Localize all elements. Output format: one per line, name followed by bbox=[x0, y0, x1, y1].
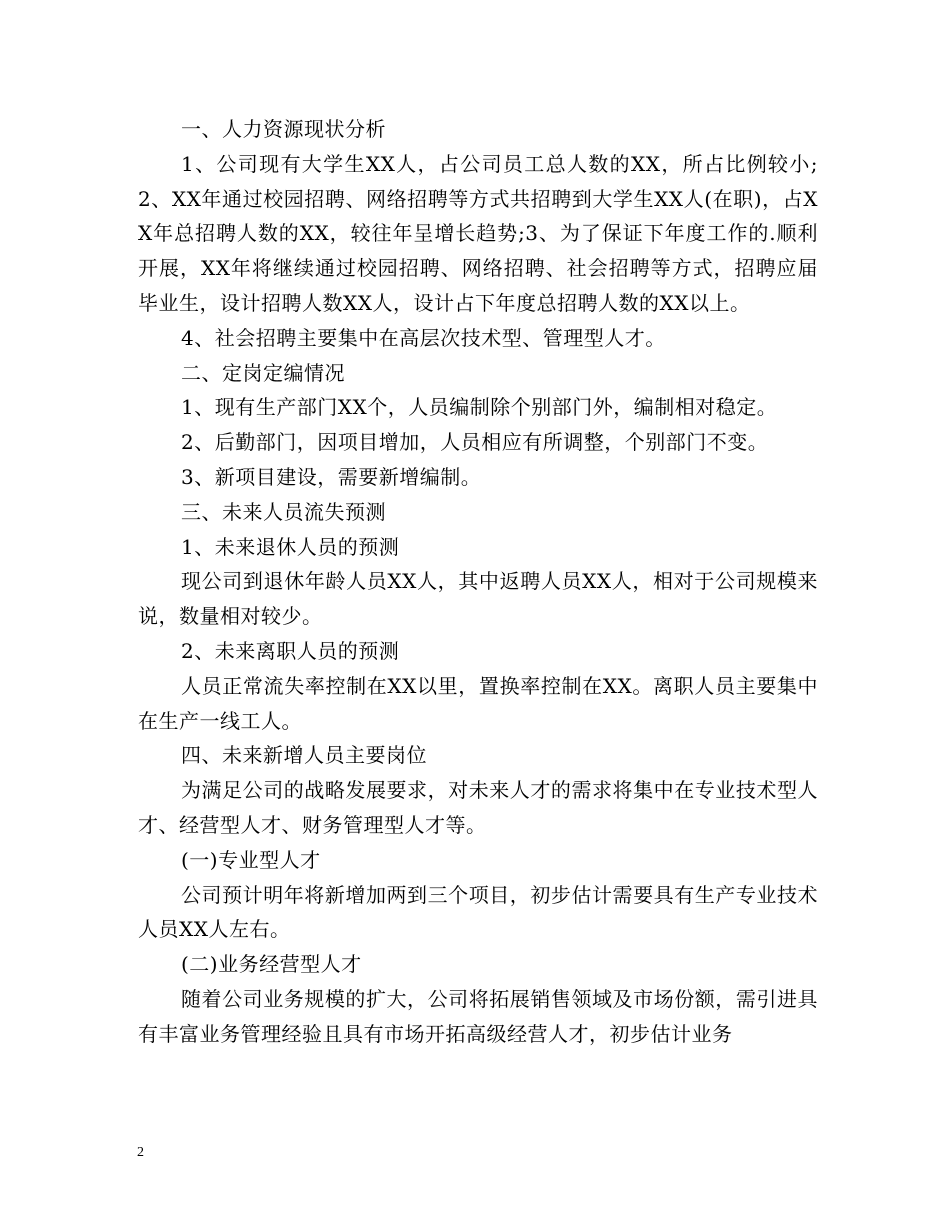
paragraph-professional-talent: 公司预计明年将新增加两到三个项目，初步估计需要具有生产专业技术人员XX人左右。 bbox=[138, 882, 818, 942]
paragraph-resignation: 人员正常流失率控制在XX以里，置换率控制在XX。离职人员主要集中在生产一线工人。 bbox=[138, 673, 818, 733]
paragraph-logistics-departments: 2、后勤部门，因项目增加，人员相应有所调整，个别部门不变。 bbox=[181, 430, 769, 455]
subheading-professional-talent: (一)专业型人才 bbox=[181, 847, 321, 872]
heading-hr-status: 一、人力资源现状分析 bbox=[181, 117, 386, 141]
paragraph-graduates: 1、公司现有大学生XX人，占公司员工总人数的XX，所占比例较小;2、XX年通过校园招聘、网络招聘等方式共招聘到大学生XX人(在职)，占XX年总招聘人数的XX，较往年呈增长趋势;3、为了保证下年度工作的.顺利开展，XX年将继续通过校园招聘、网络招聘、社会招聘等方式，招聘应届毕业生，设计招聘人数XX人，设计占下年度总招聘人数的XX以上。 bbox=[138, 151, 818, 315]
subheading-resignation: 2、未来离职人员的预测 bbox=[181, 638, 400, 663]
document-body bbox=[138, 112, 818, 1052]
subheading-business-talent: (二)业务经营型人才 bbox=[181, 952, 362, 977]
paragraph-business-talent: 随着公司业务规模的扩大，公司将拓展销售领域及市场份额，需引进具有丰富业务管理经验且具有市场开拓高级经营人才，初步估计业务 bbox=[138, 986, 818, 1046]
heading-new-positions: 四、未来新增人员主要岗位 bbox=[181, 743, 427, 768]
paragraph-new-projects: 3、新项目建设，需要新增编制。 bbox=[181, 464, 482, 489]
paragraph-social-recruitment: 4、社会招聘主要集中在高层次技术型、管理型人才。 bbox=[181, 325, 666, 350]
paragraph-production-departments: 1、现有生产部门XX个，人员编制除个别部门外，编制相对稳定。 bbox=[181, 395, 778, 420]
subheading-retirement: 1、未来退休人员的预测 bbox=[181, 534, 400, 559]
paragraph-talent-demand: 为满足公司的战略发展要求，对未来人才的需求将集中在专业技术型人才、经营型人才、财务管理型人才等。 bbox=[138, 778, 818, 837]
paragraph-retirement: 现公司到退休年龄人员XX人，其中返聘人员XX人，相对于公司规模来说，数量相对较少。 bbox=[138, 569, 818, 629]
heading-attrition-forecast: 三、未来人员流失预测 bbox=[181, 499, 386, 524]
page-number: 2 bbox=[137, 1145, 144, 1160]
heading-staffing: 二、定岗定编情况 bbox=[181, 360, 345, 385]
